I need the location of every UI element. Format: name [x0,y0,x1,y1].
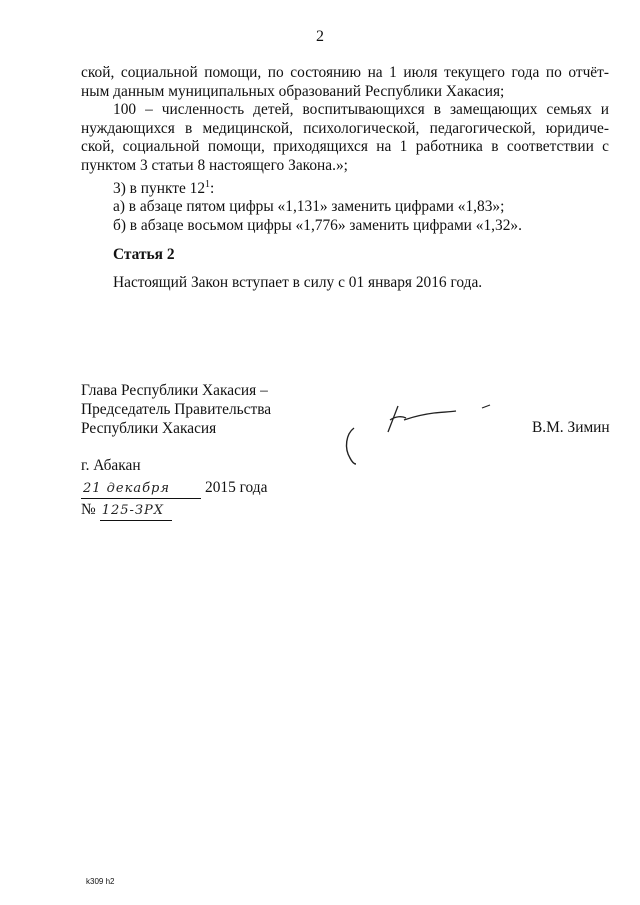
signatory-name: В.М. Зимин [532,419,610,436]
paragraph-text: : [210,179,215,197]
handwritten-date: 21 декабря [81,481,201,499]
page-number: 2 [316,28,324,45]
footer-code: k309 h2 [86,877,115,886]
date-row [81,477,267,499]
handwritten-signature [340,398,500,470]
place-date-block [81,455,267,521]
article-text: Настоящий Закон вступает в силу с 01 января 2016 года. [113,274,483,291]
number-row [81,499,267,521]
paragraph: 100 – численность детей, воспитывающихся в замещающих семьях и нуждающихся в медицинской, психологической, педагогической, юридиче-ской, социальной помощи, приходящихся на 1 работника в соответствии с пунктом 3 статьи 8 настоящего Закона.»; [81,101,609,174]
paragraph-text: 3) в пункте 12 [113,179,206,197]
body-text [81,64,609,235]
article-heading: Статья 2 [113,246,175,263]
signatory-title-line: Республики Хакасия [81,420,217,437]
signatory-title-line: Глава Республики Хакасия – [81,382,268,399]
city: г. Абакан [81,457,141,474]
paragraph: а) в абзаце пятом цифры «1,131» заменить цифрами «1,83»; [113,198,505,216]
signatory-title [81,381,271,438]
paragraph-line: ской, социальной помощи, по состоянию на 1 июля текущего года по отчёт- [81,64,609,81]
signatory-title-line: Председатель Правительства [81,401,272,418]
superscript: 1 [205,178,211,190]
handwritten-law-number: 125-ЗРХ [100,503,172,521]
year-text: 2015 года [205,479,268,496]
paragraph-line: ным данным муниципальных образований Республики Хакасия; [81,82,505,100]
paragraph: б) в абзаце восьмом цифры «1,776» заменить цифрами «1,32». [113,216,522,234]
paragraph [81,176,609,199]
number-sign: № [81,501,96,518]
